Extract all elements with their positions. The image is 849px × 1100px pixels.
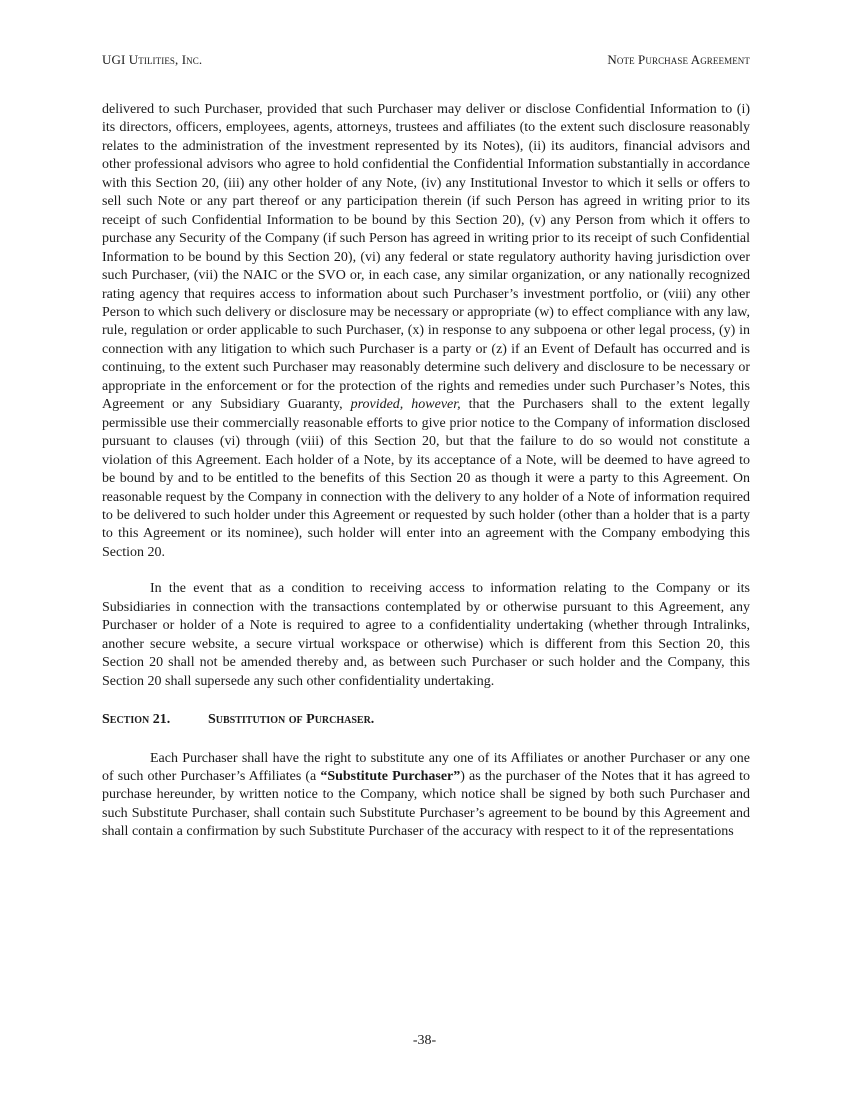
substitution-paragraph <box>102 750 750 842</box>
paragraph-text: that the Purchasers shall to the extent legally permissible use their commercially reasonable efforts to give prior notice to the Company of information disclosed pursuant to clauses (vi) through (viii) of this Section 20, but that the failure to do so would not constitute a violation of this Agreement. Each holder of a Note, by its acceptance of a Note, will be deemed to have agreed to be bound by and to be entitled to the benefits of this Section 20 as though it were a party to this Agreement. On reasonable request by the Company in connection with the delivery to any holder of a Note of information required to be delivered to such holder under this Agreement or requested by such holder (other than a holder that is a party to this Agreement or its nominee), such holder will enter into an agreement with the Company embodying this Section 20. <box>102 397 751 560</box>
page-body <box>102 101 750 842</box>
paragraph-text: Each Purchaser shall have the right to substitute any one of its Affiliates or another Purchaser or any one of such other Purchaser’s Affiliates (a <box>102 750 750 784</box>
paragraph-text: ) as the purchaser of the Notes that it has agreed to purchase hereunder, by written notice to the Company, which notice shall be signed by both such Purchaser and such Substitute Purchaser, shall contain such Substitute Purchaser’s agreement to be bound by this Agreement and shall contain a confirmation by such Substitute Purchaser of the accuracy with respect to it of the representations <box>102 768 750 840</box>
confidentiality-paragraph-continued <box>102 101 750 562</box>
page-header <box>102 52 750 70</box>
section-title: Substitution of Purchaser. <box>208 712 375 728</box>
page-number: -38- <box>412 1033 437 1048</box>
proviso-italic-text: provided, however, <box>350 397 461 413</box>
header-company-name: UGI Utilities, Inc. <box>102 52 203 67</box>
section-number: Section 21. <box>102 712 171 728</box>
header-document-title: Note Purchase Agreement <box>607 52 750 67</box>
section-21-heading <box>102 711 750 729</box>
confidentiality-supersede-paragraph: In the event that as a condition to receiving access to information relating to the Company or its Subsidiaries in connection with the transactions contemplated by or otherwise pursuant to this Agreement, any Purchaser or holder of a Note is required to agree to a confidentiality undertaking (whether through Intralinks, another secure website, a secure virtual workspace or otherwise) which is different from this Section 20, this Section 20 shall not be amended thereby and, as between such Purchaser or such holder and the Company, this Section 20 shall supersede any such other confidentiality undertaking. <box>102 581 750 689</box>
defined-term-bold: “Substitute Purchaser” <box>320 768 461 784</box>
paragraph-text: delivered to such Purchaser, provided that such Purchaser may deliver or disclose Confidential Information to (i) its directors, officers, employees, agents, attorneys, trustees and affiliates (to the extent such disclosure reasonably relates to the administration of the investment represented by its Notes), (ii) its auditors, financial advisors and other professional advisors who agree to hold confidential the Confidential Information substantially in accordance with this Section 20, (iii) any other holder of any Note, (iv) any Institutional Investor to which it sells or offers to sell such Note or any part thereof or any participation therein (if such Person has agreed in writing prior to its receipt of such Confidential Information to be bound by this Section 20), (v) any Person from which it offers to purchase any Security of the Company (if such Person has agreed in writing prior to its receipt of such Confidential Information to be bound by this Section 20), (vi) any federal or state regulatory authority having jurisdiction over such Purchaser, (vii) the NAIC or the SVO or, in each case, any similar organization, or any nationally recognized rating agency that requires access to information about such Purchaser’s investment portfolio, or (viii) any other Person to which such delivery or disclosure may be necessary or appropriate (w) to effect compliance with any law, rule, regulation or order applicable to such Purchaser, (x) in response to any subpoena or other legal process, (y) in connection with any litigation to which such Purchaser is a party or (z) if an Event of Default has occurred and is continuing, to the extent such Purchaser may reasonably determine such delivery and disclosure to be necessary or appropriate in the enforcement or for the protection of the rights and remedies under such Purchaser’s Notes, this Agreement or any Subsidiary Guaranty, <box>102 102 750 413</box>
